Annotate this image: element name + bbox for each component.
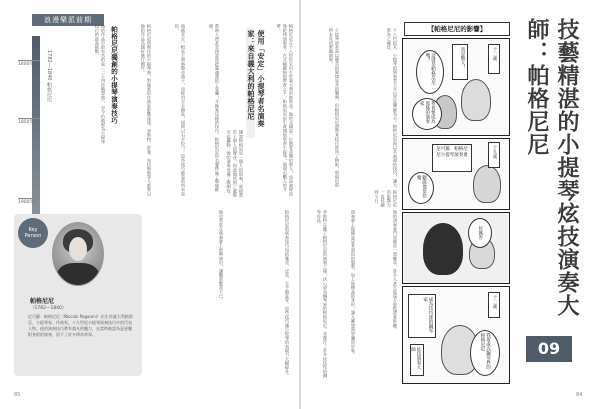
book-gutter <box>299 0 301 409</box>
timeline-tick-1800: 1800年 <box>18 60 40 67</box>
bubble-12: 炫技演奏大師 <box>410 344 424 376</box>
body-column-4: 他擅長在一根弦上演奏整首曲子，也能用左手撥弦，同時以右手拉弓。這些技巧都是前所未見的。 <box>174 24 186 196</box>
body-column-8: 他也常常在演奏會上即興演出，讓觀眾驚喜不已。 <box>219 210 224 303</box>
bubble-7: 聽說他是惡魔 <box>408 172 434 204</box>
body-column-2: 據說帕格尼尼一個人的演奏，就相當於十個人的聲音，因此他所到之處都引起轟動。他的演奏充滿了戲劇性， <box>226 130 244 198</box>
timeline-era-label: 1782—1840 帕格尼尼 <box>46 50 52 103</box>
main-heading: 使用「安定」小提琴者名演奏家：來自義大利的帕格尼尼 <box>247 30 265 128</box>
chapter-number: 09 <box>526 336 572 362</box>
bubble-9: 十二歲 <box>488 292 500 318</box>
bubble-10: 成為技巧派的鋼琴家 <box>408 294 436 338</box>
bubble-11: 我要成為鋼琴界的帕格尼尼 <box>470 330 500 376</box>
right-body-column-6: 帕格尼尼的影響力一直延續到今日， <box>374 190 398 207</box>
bubble-4: 我也要成為那樣的演奏家 <box>412 98 442 130</box>
page-number-left: 85 <box>14 392 21 398</box>
bubble-3: 十二歲 <box>488 44 500 74</box>
comic-panel-3 <box>402 212 510 284</box>
page-number-right: 84 <box>576 392 583 398</box>
right-body-column-5: 李斯特在聽了帕格尼尼的演奏之後，決心成為鋼琴界的帕格尼尼，並創作了許多炫技性的鋼琴作品。 <box>316 210 328 378</box>
era-badge: 浪漫樂派前期 <box>32 14 104 26</box>
body-column-3: 當時人們甚至傳說他把靈魂賣給了惡魔，才換來這樣的技巧。帕格尼尼的名聲傳遍了整個歐洲。 <box>208 24 220 192</box>
bubble-1: 真是驚人！ <box>452 44 468 80</box>
body-column-5: 帕格尼尼所創作的小提琴曲，對後來的作曲家影響深遠。李斯特、舒曼、布拉姆斯等人都曾以他的作品為題材進行創作。 <box>140 24 152 196</box>
key-person-badge: Key Person <box>18 218 48 248</box>
sub-heading: 帕格尼尼獨創的小提琴演奏技巧 <box>110 26 118 124</box>
chapter-title: 技藝精湛的小提琴炫技演奏大師：帕格尼尼 <box>524 18 580 317</box>
comic-title: 【帕格尼尼的影響】 <box>404 22 510 36</box>
body-column-1: 帕格尼尼在十八世紀末出生於義大利的熱那亞。他的父親是一位熱愛音樂的商人，也是業餘的曼陀林演奏者。在父親嚴格的教育之下，帕格尼尼很小就開始學習小提琴，展現出驚人的才華。 <box>276 24 294 196</box>
body-column-6: 他的作品中最有名的是〈二十四首隨想曲〉，至今仍被視為小提琴技巧的最高挑戰。 <box>94 24 106 144</box>
paganini-portrait <box>52 222 104 286</box>
key-person-name: 帕格尼尼 <box>30 298 55 305</box>
right-body-column-2: 小提琴原本是以優美的旋律見長的樂器，但帕格尼尼卻將其技巧推向了極限，展現出前所未見的華麗演奏。 <box>328 28 340 188</box>
bubble-6: 尼可羅．帕格尼尼小提琴演奏會 <box>432 144 472 172</box>
right-body-column-1: 十八世紀末，小提琴的演奏者大多以宮廷樂師為主。帕格尼尼則以其高超的技巧，讓大眾為之瘋狂。 <box>386 28 398 188</box>
bubble-2: 這就是帕格尼尼嗎？ <box>416 50 444 94</box>
bubble-8: 好厲害 <box>468 218 492 248</box>
key-person-years: （1782—1840） <box>30 306 67 311</box>
right-body-column-4: 演奏會上他總是穿著黑色的服裝，加上他瘦高的身形，讓人聯想到惡魔的形象。 <box>351 210 356 357</box>
timeline-tick-1900: 1900年 <box>18 198 40 205</box>
right-body-column-3: 他的演奏會門票總是一票難求，許多人甚至從遠方專程趕來聆聽。 <box>393 210 398 332</box>
timeline-tick-1850: 1850年 <box>18 118 40 125</box>
bubble-5: 十九歲 <box>488 142 500 168</box>
body-column-7: 帕格尼尼的演奏技巧包括雙音、泛音、左手撥弦等。這些技巧讓小提琴的表現力大幅提升。 <box>285 210 290 378</box>
key-person-description: 尼可羅．帕格尼尼（Niccolo Paganini）出生於義大利熱那亞，小提琴家、作曲家。十九世紀小提琴演奏技巧中的代表人物。他的演奏技巧帶有超凡的魔力，在當時被認為是惡魔附身般的演奏，留下了許多傳奇故事。 <box>28 314 133 337</box>
